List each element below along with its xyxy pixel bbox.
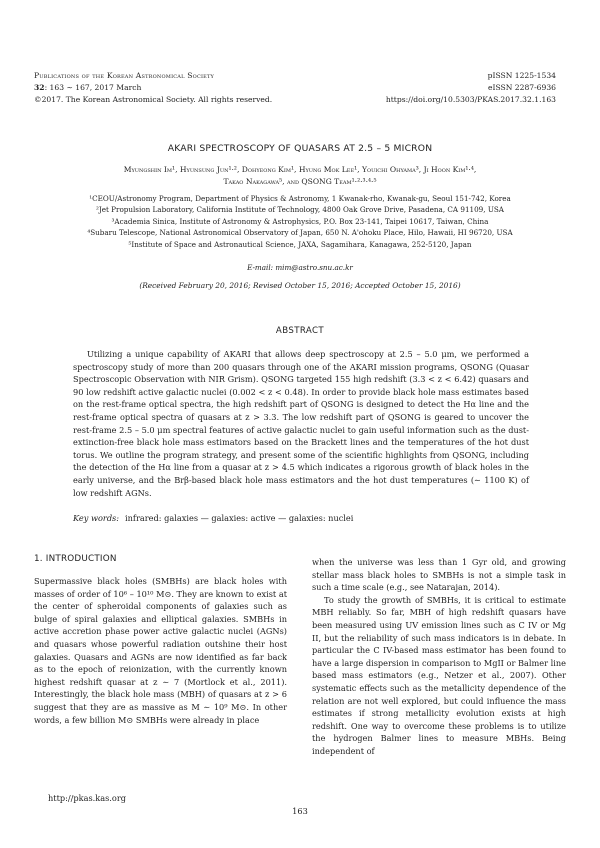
eissn: eISSN 2287-6936: [487, 83, 556, 92]
author-line-1: Myungshin Im¹, Hyunsung Jun¹·², Dohyeong Kim¹, Hyung Mok Lee¹, Youichi Ohyama³, Ji Hoon Kim¹·⁴,: [123, 165, 477, 174]
journal-pages: : 163 ∼ 167, 2017 March: [44, 83, 142, 92]
keywords-list: infrared: galaxies — galaxies: active — galaxies: nuclei: [125, 513, 354, 523]
keywords-label: Key words:: [73, 513, 120, 523]
right-column-paragraph-1: when the universe was less than 1 Gyr old, and growing stellar mass black holes to SMBHs is not a simple task in such a time scale (e.g., see Natarajan, 2014).: [312, 557, 566, 593]
author-list: [60, 164, 540, 188]
affiliation-1: ¹CEOU/Astronomy Program, Department of Physics & Astronomy, 1 Kwanak-rho, Kwanak-gu, Seoul 151-742, Korea: [89, 194, 511, 203]
page-number: 163: [292, 806, 308, 816]
copyright-line: ©2017. The Korean Astronomical Society. All rights reserved.: [34, 95, 273, 104]
author-line-2: Takao Nakagawa⁵, and QSONG Team¹·²·³·⁴·⁵: [223, 177, 377, 186]
pissn: pISSN 1225-1534: [487, 71, 556, 80]
footnote-url[interactable]: http://pkas.kas.org: [48, 793, 126, 803]
journal-header-right: [326, 70, 556, 106]
affiliation-2: ²Jet Propulsion Laboratory, California Institute of Technology, 4800 Oak Grove Drive, Pasadena, CA 91109, USA: [95, 205, 504, 215]
right-column: [312, 556, 566, 758]
affiliation-4: ⁴Subaru Telescope, National Astronomical Observatory of Japan, 650 N. A'ohoku Place, Hilo, Hawaii, HI 96720, USA: [87, 228, 513, 238]
journal-volume: 32: [34, 83, 45, 92]
section-heading-introduction: 1. INTRODUCTION: [34, 554, 117, 564]
affiliations: [40, 193, 560, 250]
received-dates: (Received February 20, 2016; Revised October 15, 2016; Accepted October 15, 2016): [139, 281, 461, 290]
doi-link[interactable]: https://doi.org/10.5303/PKAS.2017.32.1.163: [385, 95, 556, 104]
affiliation-3: ³Academia Sinica, Institute of Astronomy & Astrophysics, P.O. Box 23-141, Taipei 10617, Taiwan, China: [111, 216, 489, 226]
journal-name: Publications of the Korean Astronomical Society: [34, 71, 215, 80]
right-column-paragraph-2: To study the growth of SMBHs, it is critical to estimate MBH reliably. So far, MBH of high redshift quasars have been measured using UV emission lines such as C IV or Mg II, but the reliability of such mass indicators is in debate. In particular the C IV-based mass estimator has been found to have a large dispersion in comparison to MgII or Balmer line based mass estimators (e.g., Netzer et al., 2007). Other systematic effects such as the metallicity dependence of the relation are not well explored, but could influence the mass estimates if strong metallicity evolution exists at high redshift. One way to overcome these problems is to utilize the hydrogen Balmer lines to measure MBHs. Being independent of: [312, 594, 566, 756]
affiliation-5: ⁵Institute of Space and Astronautical Science, JAXA, Sagamihara, Kanagawa, 252-5120, Japan: [128, 239, 472, 249]
left-column-text: Supermassive black holes (SMBHs) are black holes with masses of order of 10⁶ – 10¹⁰ M⊙. They are known to exist at the center of spheroidal components of galaxies such as bulge of spiral galaxies and elliptical galaxies. SMBHs in active accretion phase power active galactic nuclei (AGNs) and quasars whose powerful radiation outshine their host galaxies. Quasars and AGNs are now identified as far back as to the epoch of reionization, with the currently known highest redshift quasar at z ∼ 7 (Mortlock et al., 2011). Interestingly, the black hole mass (MBH) of quasars at z > 6 suggest that they are as massive as M ∼ 10⁹ M⊙. In other words, a few billion M⊙ SMBHs were already in place: [34, 576, 287, 725]
keywords: [73, 513, 529, 523]
contact-email[interactable]: E-mail: mim@astro.snu.ac.kr: [247, 263, 353, 272]
paper-title: AKARI SPECTROSCOPY OF QUASARS AT 2.5 – 5 MICRON: [167, 143, 433, 154]
abstract-text: Utilizing a unique capability of AKARI that allows deep spectroscopy at 2.5 – 5.0 μm, we performed a spectroscopy study of more than 200 quasars through one of the AKARI mission programs, QSONG (Quasar Spectroscopic Observation with NIR Grism). QSONG targeted 155 high redshift (3.3 < z < 6.42) quasars and 90 low redshift active galactic nuclei (0.002 < z < 0.48). In order to provide black hole mass estimates based on the rest-frame optical spectra, the high redshift part of QSONG is designed to detect the Hα line and the rest-frame optical spectra of quasars at z > 3.3. The low redshift part of QSONG is geared to uncover the rest-frame 2.5 – 5.0 μm spectral features of active galactic nuclei to gain useful information such as the dust-extinction-free black hole mass estimators based on the Brackett lines and the temperatures of the hot dust torus. We outline the program strategy, and present some of the scientific highlights from QSONG, including the detection of the Hα line from a quasar at z > 4.5 which indicates a rigorous growth of black holes in the early universe, and the Brβ-based black hole mass estimators and the hot dust temperatures (∼ 1100 K) of low redshift AGNs.: [73, 349, 529, 498]
journal-header-left: [34, 70, 364, 106]
abstract-heading: ABSTRACT: [275, 326, 325, 336]
journal-volume-line: [34, 82, 364, 94]
